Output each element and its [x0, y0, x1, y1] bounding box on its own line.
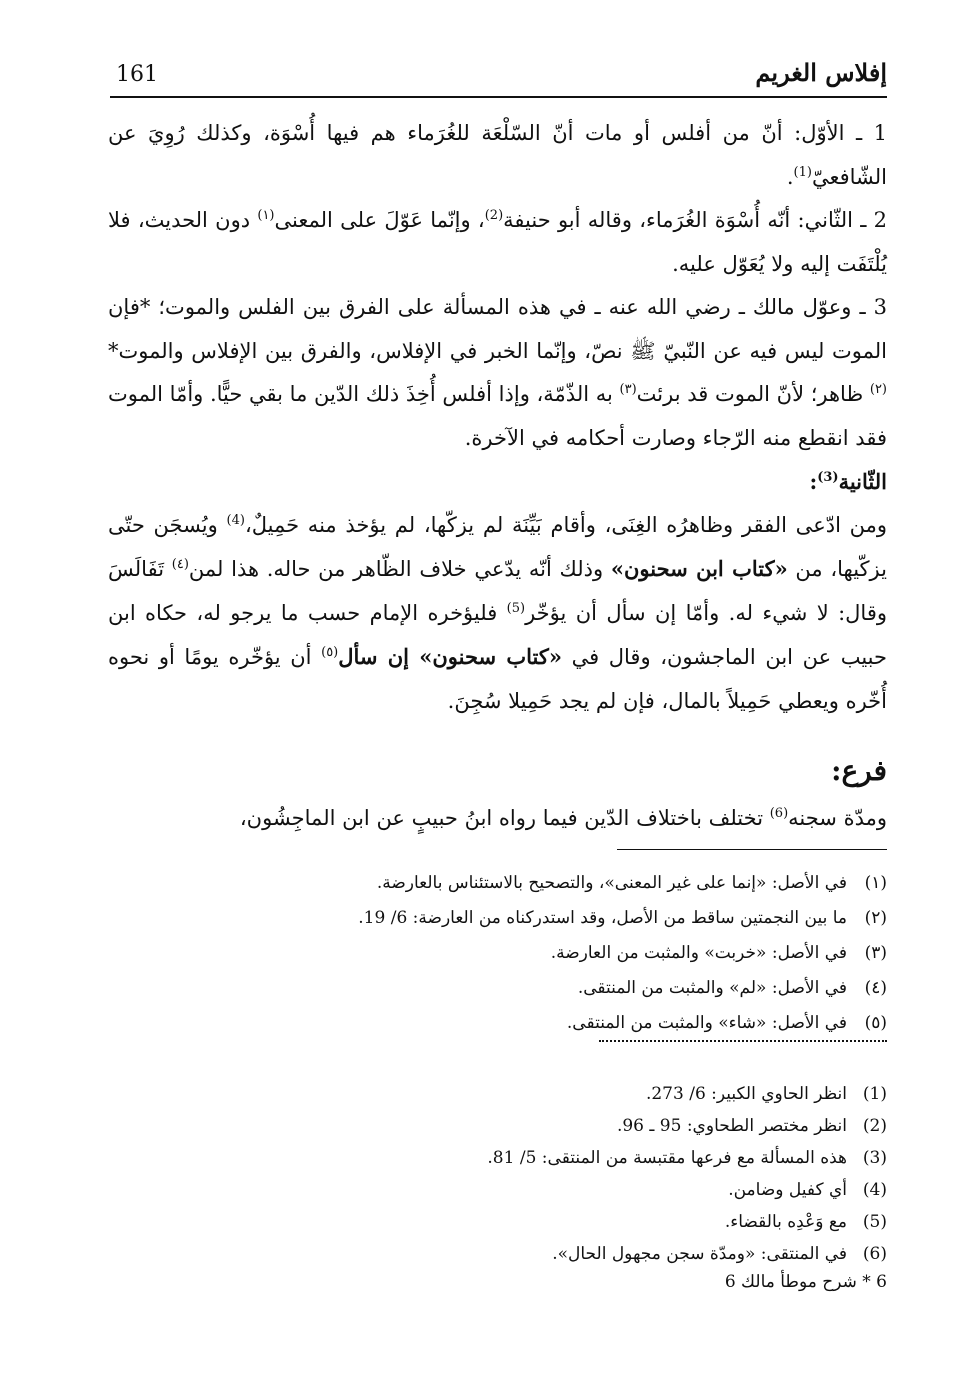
paragraph-4-text-d: تَفَالَسَ وقال: لا شيء له. وأمّا إن سأل أن يؤخّر	[108, 557, 887, 625]
running-title: إفلاس الغريم	[755, 58, 887, 87]
paragraph-3	[108, 286, 887, 460]
page-number: 161	[116, 62, 158, 87]
dotted-separator	[599, 1040, 887, 1056]
paragraph-1-text: 1 ـ الأوّل: أنّ من أفلس أو مات أنّ السّلْعَة للغُرَماء هم فيها أُسْوَة، وكذلك رُوِيَ عن الشّافعيّ	[108, 121, 887, 189]
paragraph-3-text-a: 3 ـ وعوّل مالك ـ رضي الله عنه ـ في هذه المسألة على الفرق بين الفلس والموت؛ *فإن الموت ليس فيه عن النّبيّ ﷺ نصّ، وإنّما الخبر في الإفلاس، والفرق بين الإفلاس والموت*	[108, 295, 887, 363]
paragraph-1	[108, 112, 887, 199]
footnote	[108, 901, 887, 936]
footnote-ref: (3)	[817, 470, 839, 485]
footnote-ref: (1)	[793, 164, 812, 180]
paragraph-2	[108, 199, 887, 286]
footnote	[108, 1006, 887, 1041]
footnote-number: (٤)	[864, 978, 887, 998]
footnote	[108, 971, 887, 1006]
footnote-number: (4)	[862, 1180, 887, 1200]
signature-mark: 6 * شرح موطأ مالك 6	[724, 1272, 887, 1292]
sub-heading-colon: :	[809, 469, 818, 494]
footnote	[108, 1110, 887, 1142]
book-title: «كتاب سحنون» إن سأل	[338, 644, 562, 669]
footnote-ref: (٣)	[619, 382, 637, 397]
footnote	[108, 1238, 887, 1270]
footnote-text: مع وَعْدِه بالقضاء.	[724, 1212, 847, 1232]
footnote-ref: (١)	[257, 208, 275, 223]
footnote-text: في الأصل: «لم» والمثبت من المنتقى.	[577, 978, 847, 998]
paragraph-4-text-f: أن يؤخّره يومًا أو نحوه أُخّره ويعطي حَمِيلاً بالمال، فإن لم يجد حَمِيلا سُجِنَ.	[108, 645, 887, 713]
footnote-number: (1)	[862, 1084, 887, 1104]
footnote	[108, 866, 887, 901]
paragraph-3-text-b: ظاهر؛ لأنّ الموت قد برئت	[636, 382, 870, 406]
book-title: «كتاب ابن سحنون»	[610, 556, 788, 581]
footnote-number: (١)	[864, 873, 887, 893]
editor-footnotes	[108, 866, 887, 1041]
main-text	[108, 112, 887, 841]
footnote-text: في المنتقى: «ومدّة سجن مجهول الحال».	[552, 1244, 847, 1264]
paragraph-4	[108, 504, 887, 724]
footnote	[108, 1142, 887, 1174]
footnote-ref: (2)	[484, 208, 504, 223]
footnote-ref: (٥)	[321, 645, 339, 660]
footnote-ref: (٢)	[869, 382, 887, 397]
footnote	[108, 1206, 887, 1238]
paragraph-5-text-b: تختلف باختلاف الدّين فيما رواه ابنُ حبيبٍ عن ابن الماجِشُون،	[239, 806, 770, 830]
paragraph-4-text-b: ويُسجَن حتّى يزكّيها، من	[108, 512, 887, 581]
footnote	[108, 1078, 887, 1110]
paragraph-2-text-a: 2 ـ الثّاني: أنّه أُسْوَة الغُرَماء، وقاله أبو حنيفة	[503, 208, 887, 232]
footnote	[108, 936, 887, 971]
footnote-number: (٣)	[864, 943, 887, 963]
section-heading: فرع:	[831, 754, 887, 787]
footnote-text: أي كفيل وضامن.	[728, 1180, 847, 1200]
footnote-text: انظر الحاوي الكبير: 6/ 273.	[645, 1084, 847, 1104]
paragraph-3-text-c: به الذّمّة، وإذا أفلس أُخِذَ ذلك الدّين ما بقي حيًّا. وأمّا الموت فقد انقطع منه الرّجاء وصارت أحكامه في الآخرة.	[108, 382, 887, 450]
footnote-ref: (٤)	[171, 557, 189, 572]
source-footnotes	[108, 1078, 887, 1270]
footnote-ref: (6)	[769, 806, 789, 821]
paragraph-4-text-e: فليؤخره الإمام حسب ما يرجو له، حكاه ابن حبيب عن ابن الماجشون، وقال في	[108, 600, 887, 669]
footnote	[108, 1174, 887, 1206]
paragraph-1-end: .	[786, 164, 794, 189]
footnote-text: في الأصل: «إنما على غير المعنى»، والتصحيح بالاستئناس بالعارضة.	[376, 873, 847, 893]
paragraph-2-text-b: ، وإنّما عَوّلَ على المعنى	[274, 208, 485, 232]
page-header	[110, 56, 887, 98]
footnote-text: في الأصل: «خربت» والمثبت من العارضة.	[550, 943, 847, 963]
paragraph-5	[108, 797, 887, 841]
footnote-separator	[617, 849, 887, 850]
paragraph-2-text-c: دون الحديث، فلا يُلْتَفَت إليه ولا يُعَوّل عليه.	[108, 208, 887, 276]
paragraph-5-text-a: ومدّة سجنه	[788, 806, 887, 830]
footnote-ref: (4)	[226, 512, 245, 528]
footnote-number: (2)	[862, 1116, 887, 1136]
footnote-number: (5)	[862, 1212, 887, 1232]
footnote-number: (6)	[862, 1244, 887, 1264]
footnote-ref: (5)	[506, 600, 526, 616]
footnote-text: ما بين النجمتين ساقط من الأصل، وقد استدركناه من العارضة: 6/ 19.	[358, 908, 847, 928]
footnote-number: (٢)	[864, 908, 887, 928]
footnote-text: في الأصل: «شاء» والمثبت من المنتقى.	[566, 1013, 847, 1033]
footnote-number: (٥)	[864, 1013, 887, 1033]
sub-heading-text: الثّانية	[838, 469, 887, 494]
footnote-number: (3)	[862, 1148, 887, 1168]
footnote-text: انظر مختصر الطحاوي: 95 ـ 96.	[616, 1116, 847, 1136]
sub-heading	[108, 460, 887, 504]
footnote-text: هذه المسألة مع فرعها مقتبسة من المنتقى: 5/ 81.	[487, 1148, 847, 1168]
paragraph-4-text-a: ومن ادّعى الفقر وظاهرُه الغِنَى، وأقام بَيِّنَة لم يزكّها، لم يؤخذ منه حَمِيلٌ،	[244, 512, 887, 537]
paragraph-4-text-c: وذلك أنّه يدّعي خلاف الظّاهر من حاله. هذا لمن	[188, 557, 611, 581]
